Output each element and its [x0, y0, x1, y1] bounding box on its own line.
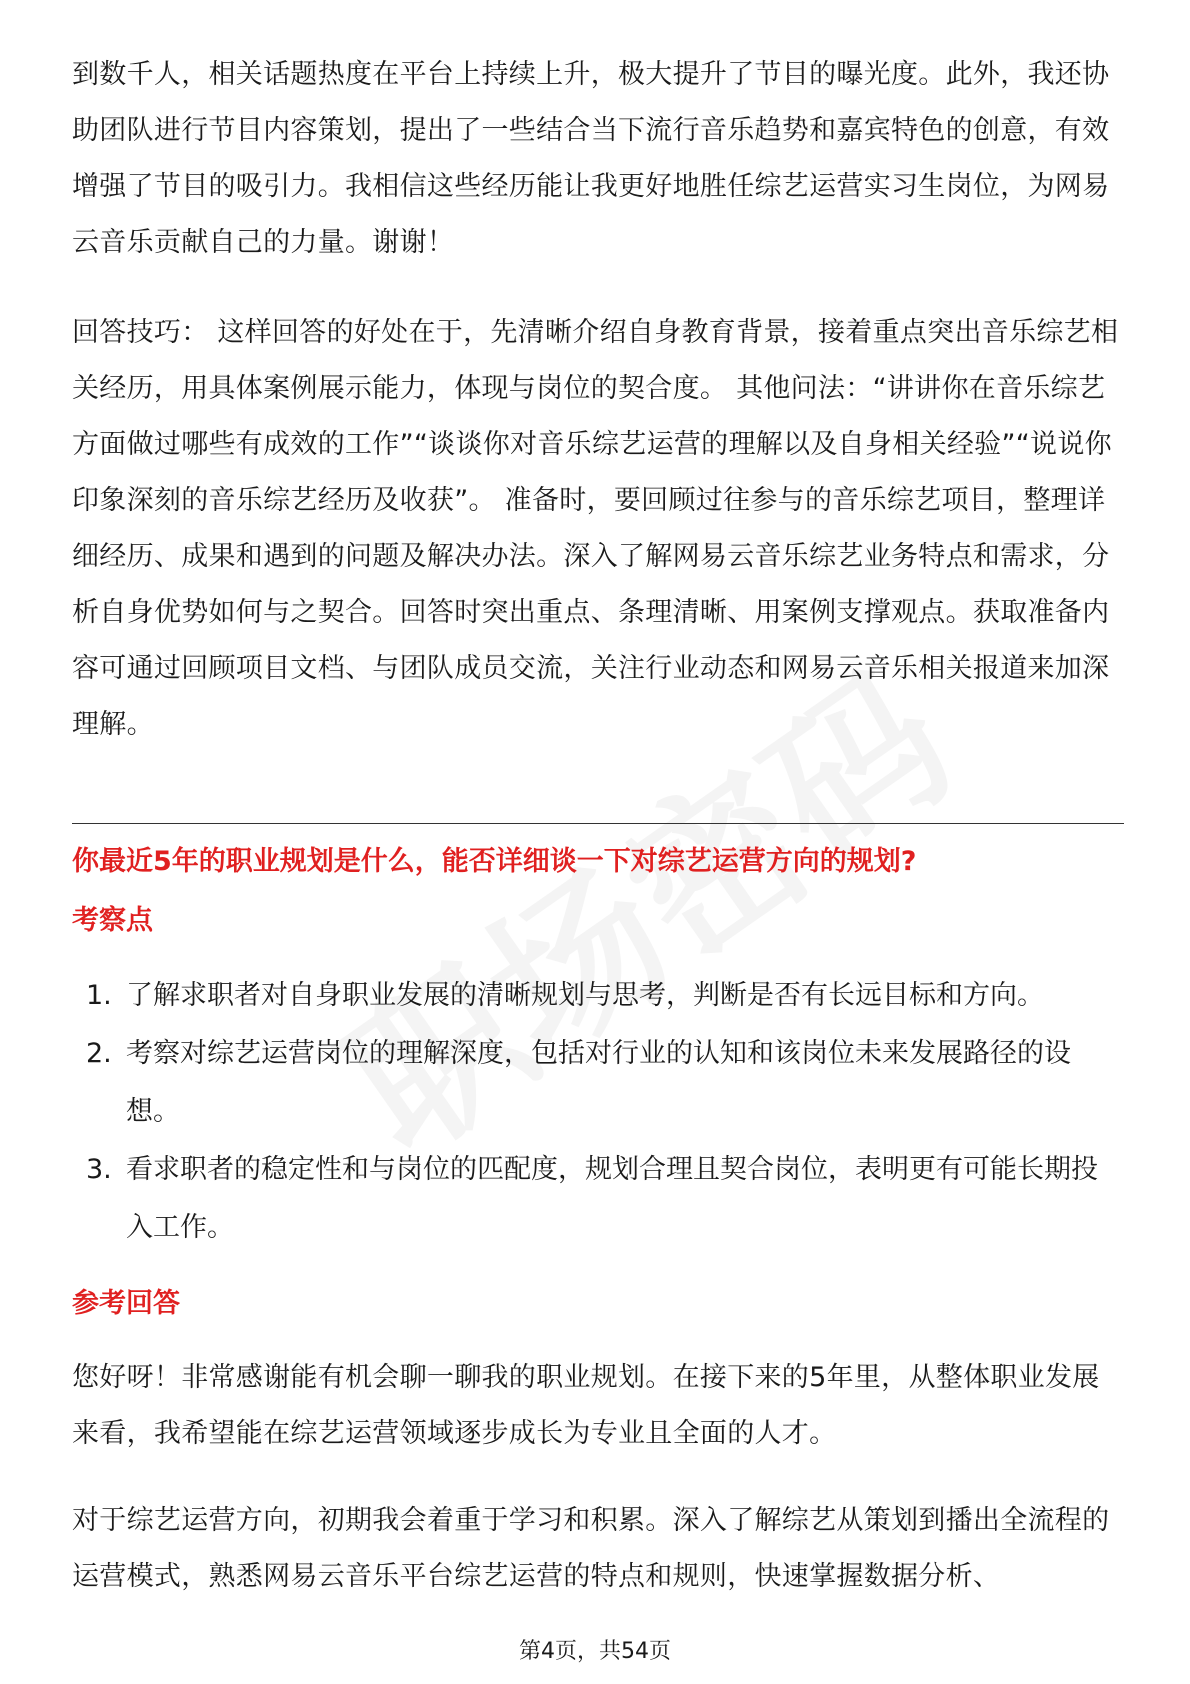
list-item-text: 看求职者的稳定性和与岗位的匹配度，规划合理且契合岗位，表明更有可能长期投入工作。	[126, 1154, 1098, 1243]
list-item	[72, 967, 1124, 1025]
reference-answer-paragraph-1: 您好呀！非常感谢能有机会聊一聊我的职业规划。在接下来的5年里，从整体职业发展来看，我希望能在综艺运营领域逐步成长为专业且全面的人才。	[72, 1362, 1100, 1449]
section-divider	[72, 823, 1124, 824]
list-item-text: 了解求职者对自身职业发展的清晰规划与思考，判断是否有长远目标和方向。	[126, 980, 1044, 1011]
answer-tips-paragraph: 回答技巧： 这样回答的好处在于，先清晰介绍自身教育背景，接着重点突出音乐综艺相关经历，用具体案例展示能力，体现与岗位的契合度。 其他问法：“讲讲你在音乐综艺方面做过哪些有成效的工作”“谈谈你对音乐综艺运营的理解以及自身相关经验”“说说你印象深刻的音乐综艺经历及收获”。 准备时，要回顾过往参与的音乐综艺项目，整理详细经历、成果和遇到的问题及解决办法。深入了解网易云音乐综艺业务特点和需求，分析自身优势如何与之契合。回答时突出重点、条理清晰、用案例支撑观点。获取准备内容可通过回顾项目文档、与团队成员交流，关注行业动态和网易云音乐相关报道来加深理解。	[72, 317, 1119, 740]
list-item-number: 3.	[86, 1154, 112, 1185]
examine-points-list	[72, 967, 1124, 1257]
answer-paragraph-continued: 到数千人，相关话题热度在平台上持续上升，极大提升了节目的曝光度。此外，我还协助团队进行节目内容策划，提出了一些结合当下流行音乐趋势和嘉宾特色的创意，有效增强了节目的吸引力。我相信这些经历能让我更好地胜任综艺运营实习生岗位，为网易云音乐贡献自己的力量。谢谢！	[72, 59, 1110, 258]
heading-reference-answer: 参考回答	[72, 1288, 180, 1319]
heading-examine-points: 考察点	[72, 905, 153, 936]
page-number-footer: 第4页，共54页	[519, 1639, 671, 1664]
question-title: 你最近5年的职业规划是什么，能否详细谈一下对综艺运营方向的规划?	[72, 846, 917, 877]
list-item	[72, 1025, 1124, 1141]
reference-answer-paragraph-2: 对于综艺运营方向，初期我会着重于学习和积累。深入了解综艺从策划到播出全流程的运营模式，熟悉网易云音乐平台综艺运营的特点和规则，快速掌握数据分析、	[72, 1505, 1110, 1592]
list-item-number: 2.	[86, 1038, 112, 1069]
list-item	[72, 1141, 1124, 1257]
list-item-number: 1.	[86, 980, 112, 1011]
list-item-text: 考察对综艺运营岗位的理解深度，包括对行业的认知和该岗位未来发展路径的设想。	[126, 1038, 1071, 1127]
